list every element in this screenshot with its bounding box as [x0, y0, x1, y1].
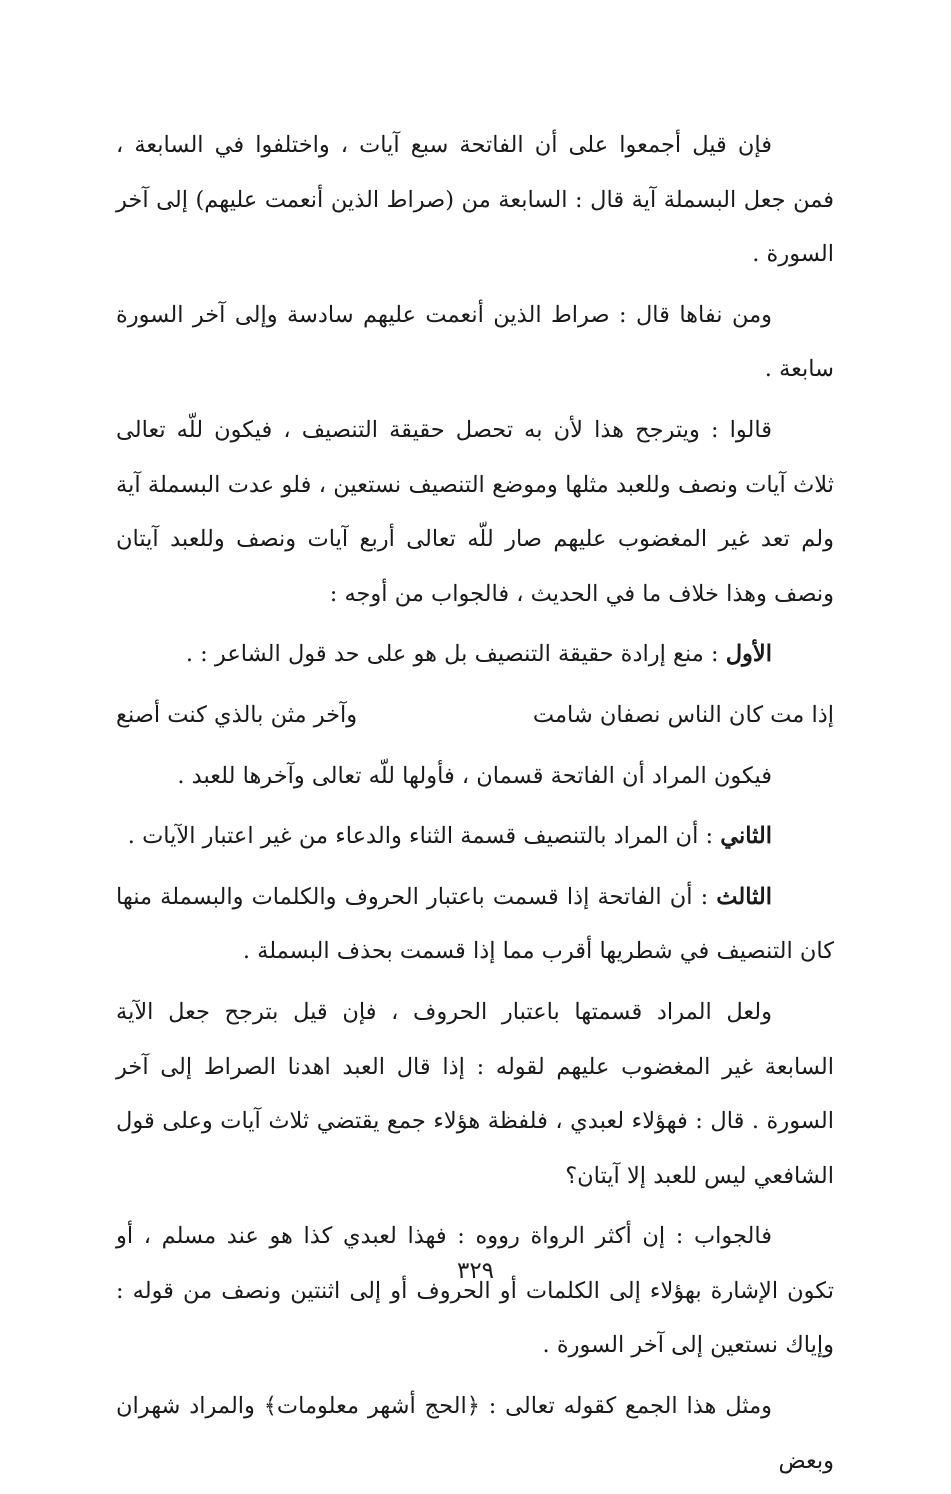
text-block	[116, 118, 834, 1494]
paragraph-6-text: : أن المراد بالتنصيف قسمة الثناء والدعاء من غير اعتبار الآيات .	[127, 823, 721, 850]
poetry-verse	[116, 688, 834, 743]
paragraph-3: قالوا : ويترجح هذا لأن به تحصل حقيقة التنصيف ، فيكون للّه تعالى ثلاث آيات ونصف وللعبد مثلها وموضع التنصيف نستعين ، فلو عدت البسملة آية ولم تعد غير المغضوب عليهم صار للّه تعالى أربع آيات ونصف وللعبد آيتان ونصف وهذا خلاف ما في الحديث ، فالجواب من أوجه :	[116, 416, 834, 607]
paragraph-7-lead: الثالث	[716, 883, 772, 910]
paragraph-9: فالجواب : إن أكثر الرواة رووه : فهذا لعبدي كذا هو عند مسلم ، أو تكون الإشارة بهؤلاء إلى الكلمات أو الحروف أو إلى اثنتين ونصف من قوله : وإياك نستعين إلى آخر السورة .	[116, 1223, 834, 1359]
paragraph-10: ومثل هذا الجمع كقوله تعالى : ﴿الحج أشهر معلومات﴾ والمراد شهران وبعض	[116, 1393, 834, 1474]
verse-second-hemistich: وآخر مثن بالذي كنت أصنع	[116, 701, 358, 728]
paragraph-6-lead: الثاني	[720, 823, 772, 850]
paragraph-1: فإن قيل أجمعوا على أن الفاتحة سبع آيات ، واختلفوا في السابعة ، فمن جعل البسملة آية قال : السابعة من (صراط الذين أنعمت عليهم) إلى آخر السورة .	[116, 132, 834, 268]
paragraph-2: ومن نفاها قال : صراط الذين أنعمت عليهم سادسة وإلى آخر السورة سابعة .	[116, 301, 834, 383]
paragraph-6	[116, 809, 834, 864]
paragraph-8: ولعل المراد قسمتها باعتبار الحروف ، فإن قيل بترجح جعل الآية السابعة غير المغضوب عليهم لقوله : إذا قال العبد اهدنا الصراط إلى آخر السورة . قال : فهؤلاء لعبدي ، فلفظة هؤلاء جمع يقتضي ثلاث آيات وعلى قول الشافعي ليس للعبد إلا آيتان؟	[116, 998, 834, 1189]
paragraph-4	[116, 627, 834, 682]
verse-first-hemistich: إذا مت كان الناس نصفان شامت	[532, 701, 834, 728]
paragraph-4-lead: الأول	[725, 641, 772, 668]
paragraph-7-text: : أن الفاتحة إذا قسمت باعتبار الحروف والكلمات والبسملة منها كان التنصيف في شطريها أقرب مما إذا قسمت بحذف البسملة .	[116, 883, 834, 965]
paragraph-5: فيكون المراد أن الفاتحة قسمان ، فأولها للّه تعالى وآخرها للعبد .	[177, 762, 772, 789]
paragraph-7	[116, 870, 834, 979]
paragraph-4-text: : منع إرادة حقيقة التنصيف بل هو على حد قول الشاعر : .	[185, 641, 726, 668]
page-number: ٣٢٩	[456, 1258, 495, 1284]
